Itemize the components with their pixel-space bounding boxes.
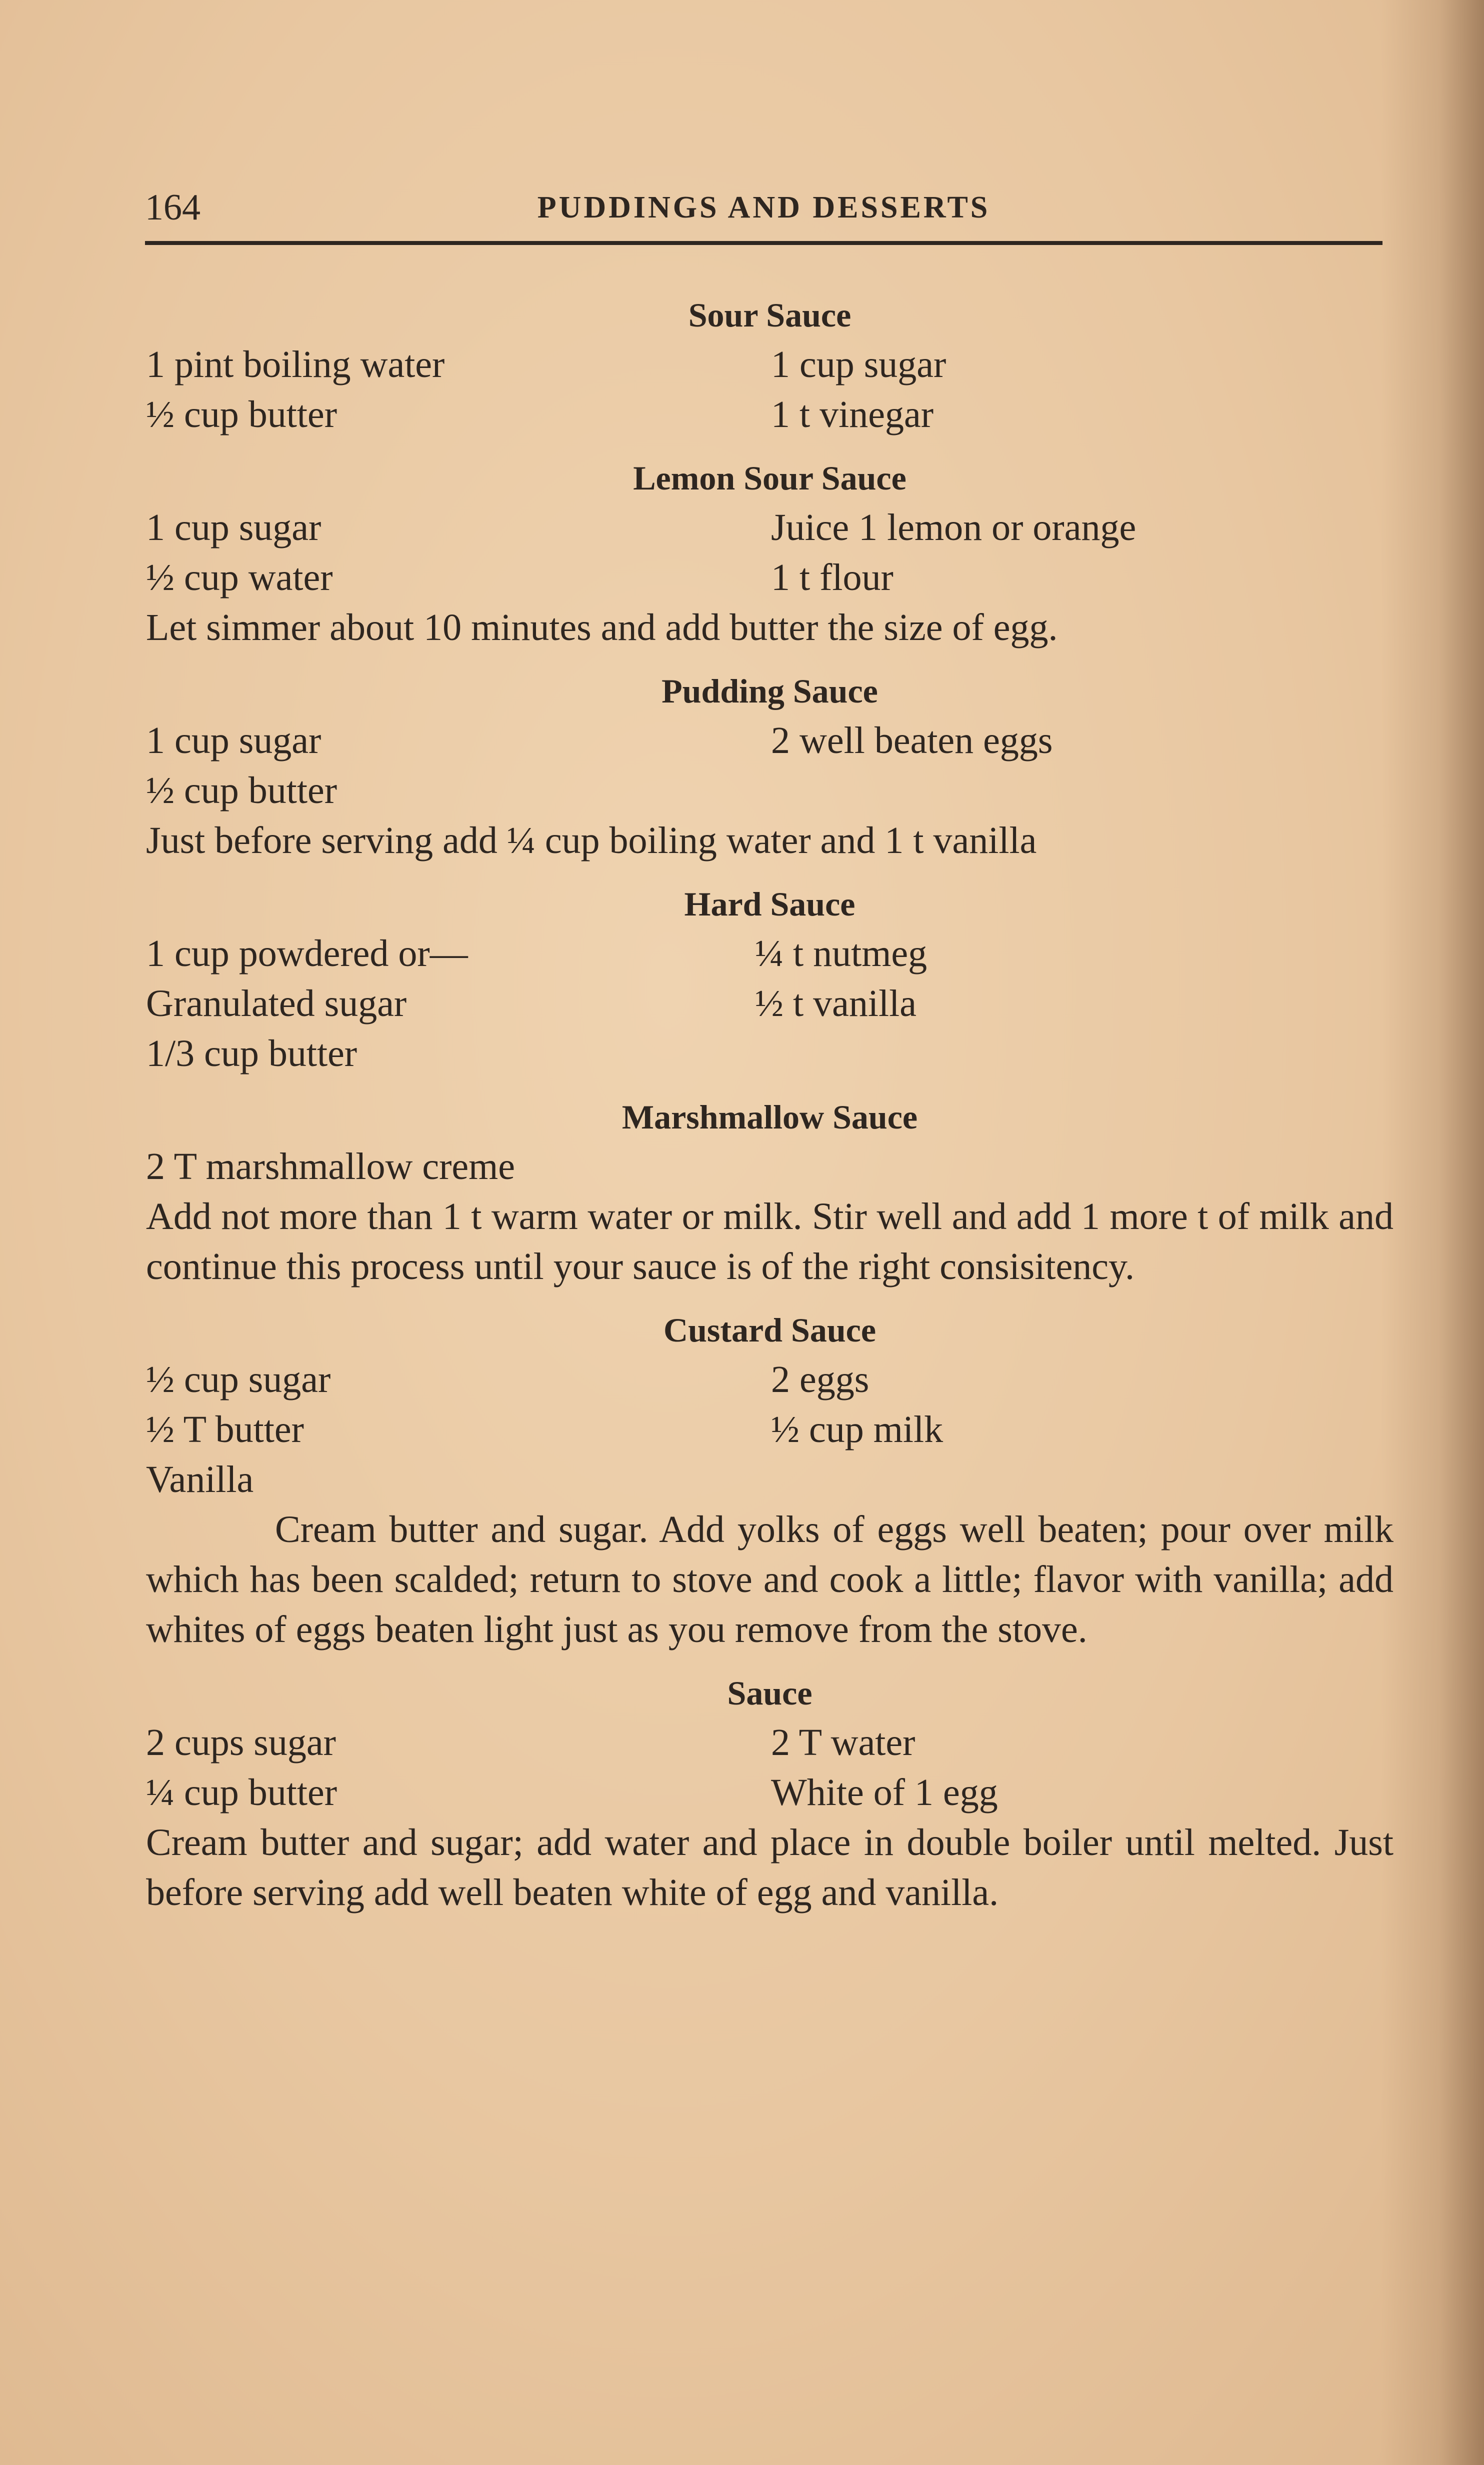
- ingredient-left: ½ cup butter: [146, 394, 338, 436]
- ingredient-right: 1 cup sugar: [771, 344, 946, 386]
- ingredient-right: 2 T water: [771, 1722, 916, 1764]
- page-header: [145, 180, 1382, 235]
- ingredient-right: ½ cup milk: [771, 1408, 944, 1450]
- recipe-title: Sauce: [727, 1674, 812, 1712]
- ingredient-right: ½ t vanilla: [755, 982, 916, 1024]
- recipe-title: Pudding Sauce: [662, 672, 878, 710]
- recipe-sauce: [146, 1670, 1394, 1918]
- recipe-pudding-sauce: [146, 668, 1394, 866]
- ingredient-right: Juice 1 lemon or orange: [771, 506, 1136, 548]
- header-rule: [145, 241, 1382, 245]
- recipe-instructions: Let simmer about 10 minutes and add butter the size of egg.: [146, 606, 1058, 648]
- recipe-instructions: Just before serving add ¼ cup boiling water and 1 t vanilla: [146, 820, 1037, 862]
- recipe-sour-sauce: [146, 292, 1394, 440]
- ingredient-row: [146, 552, 1394, 602]
- ingredient-left: ½ cup water: [146, 556, 333, 598]
- ingredient-left: 2 cups sugar: [146, 1722, 336, 1764]
- recipe-title: Marshmallow Sauce: [622, 1098, 918, 1136]
- ingredient-row: [146, 1404, 1394, 1454]
- ingredient-left: 1 pint boiling water: [146, 344, 445, 386]
- ingredient-right: ¼ t nutmeg: [755, 932, 928, 974]
- ingredient-left: 1/3 cup butter: [146, 1032, 358, 1074]
- ingredient-row: [146, 928, 1394, 978]
- recipe-title: Custard Sauce: [663, 1311, 876, 1349]
- ingredient-row: [146, 766, 1394, 816]
- recipe-title: Hard Sauce: [684, 885, 856, 923]
- ingredient-row: [146, 1768, 1394, 1818]
- ingredient-left: ½ cup sugar: [146, 1358, 331, 1400]
- ingredient-row: [146, 1354, 1394, 1404]
- ingredient-left: 1 cup powdered or—: [146, 932, 468, 974]
- ingredient-row: [146, 1718, 1394, 1768]
- ingredient-row: [146, 1454, 1394, 1504]
- ingredient-left: ½ T butter: [146, 1408, 304, 1450]
- ingredient-row: [146, 340, 1394, 390]
- ingredient-left: Granulated sugar: [146, 982, 407, 1024]
- ingredient-right: 2 eggs: [771, 1358, 870, 1400]
- recipe-list: [146, 292, 1394, 1918]
- ingredient-left: ½ cup butter: [146, 770, 338, 812]
- recipe-hard-sauce: [146, 882, 1394, 1078]
- ingredient-right: 2 well beaten eggs: [771, 720, 1053, 762]
- ingredient-row: [146, 390, 1394, 440]
- ingredient-row: [146, 1028, 1394, 1078]
- page-number: 164: [145, 187, 200, 228]
- running-head: PUDDINGS AND DESSERTS: [537, 190, 990, 224]
- ingredient-left: Vanilla: [146, 1458, 254, 1500]
- recipe-lemon-sour-sauce: [146, 456, 1394, 652]
- recipe-custard-sauce: [146, 1308, 1394, 1654]
- ingredient-row: [146, 978, 1394, 1028]
- ingredient-right: 1 t vinegar: [771, 394, 934, 436]
- ingredient-row: [146, 716, 1394, 766]
- recipe-instructions: Cream butter and sugar; add water and place in double boiler until melted. Just before serving add well beaten white of egg and vanilla.: [146, 1822, 1394, 1914]
- ingredient-row: [146, 502, 1394, 552]
- recipe-marshmallow-sauce: [146, 1094, 1394, 1292]
- ingredient-row: [146, 1142, 1394, 1192]
- recipe-instructions: Add not more than 1 t warm water or milk. Stir well and add 1 more t of milk and continue this process until your sauce is of the right consisitency.: [146, 1196, 1394, 1288]
- recipe-instructions: Cream butter and sugar. Add yolks of eggs well beaten; pour over milk which has been scalded; return to stove and cook a little; flavor with vanilla; add whites of eggs beaten light just as you remove from the stove.: [146, 1508, 1394, 1650]
- ingredient-right: White of 1 egg: [771, 1772, 998, 1814]
- recipe-title: Lemon Sour Sauce: [633, 459, 906, 497]
- recipe-title: Sour Sauce: [688, 296, 852, 334]
- ingredient-right: 1 t flour: [771, 556, 894, 598]
- ingredient-left: ¼ cup butter: [146, 1772, 338, 1814]
- ingredient-left: 2 T marshmallow creme: [146, 1146, 515, 1188]
- ingredient-left: 1 cup sugar: [146, 720, 322, 762]
- ingredient-left: 1 cup sugar: [146, 506, 322, 548]
